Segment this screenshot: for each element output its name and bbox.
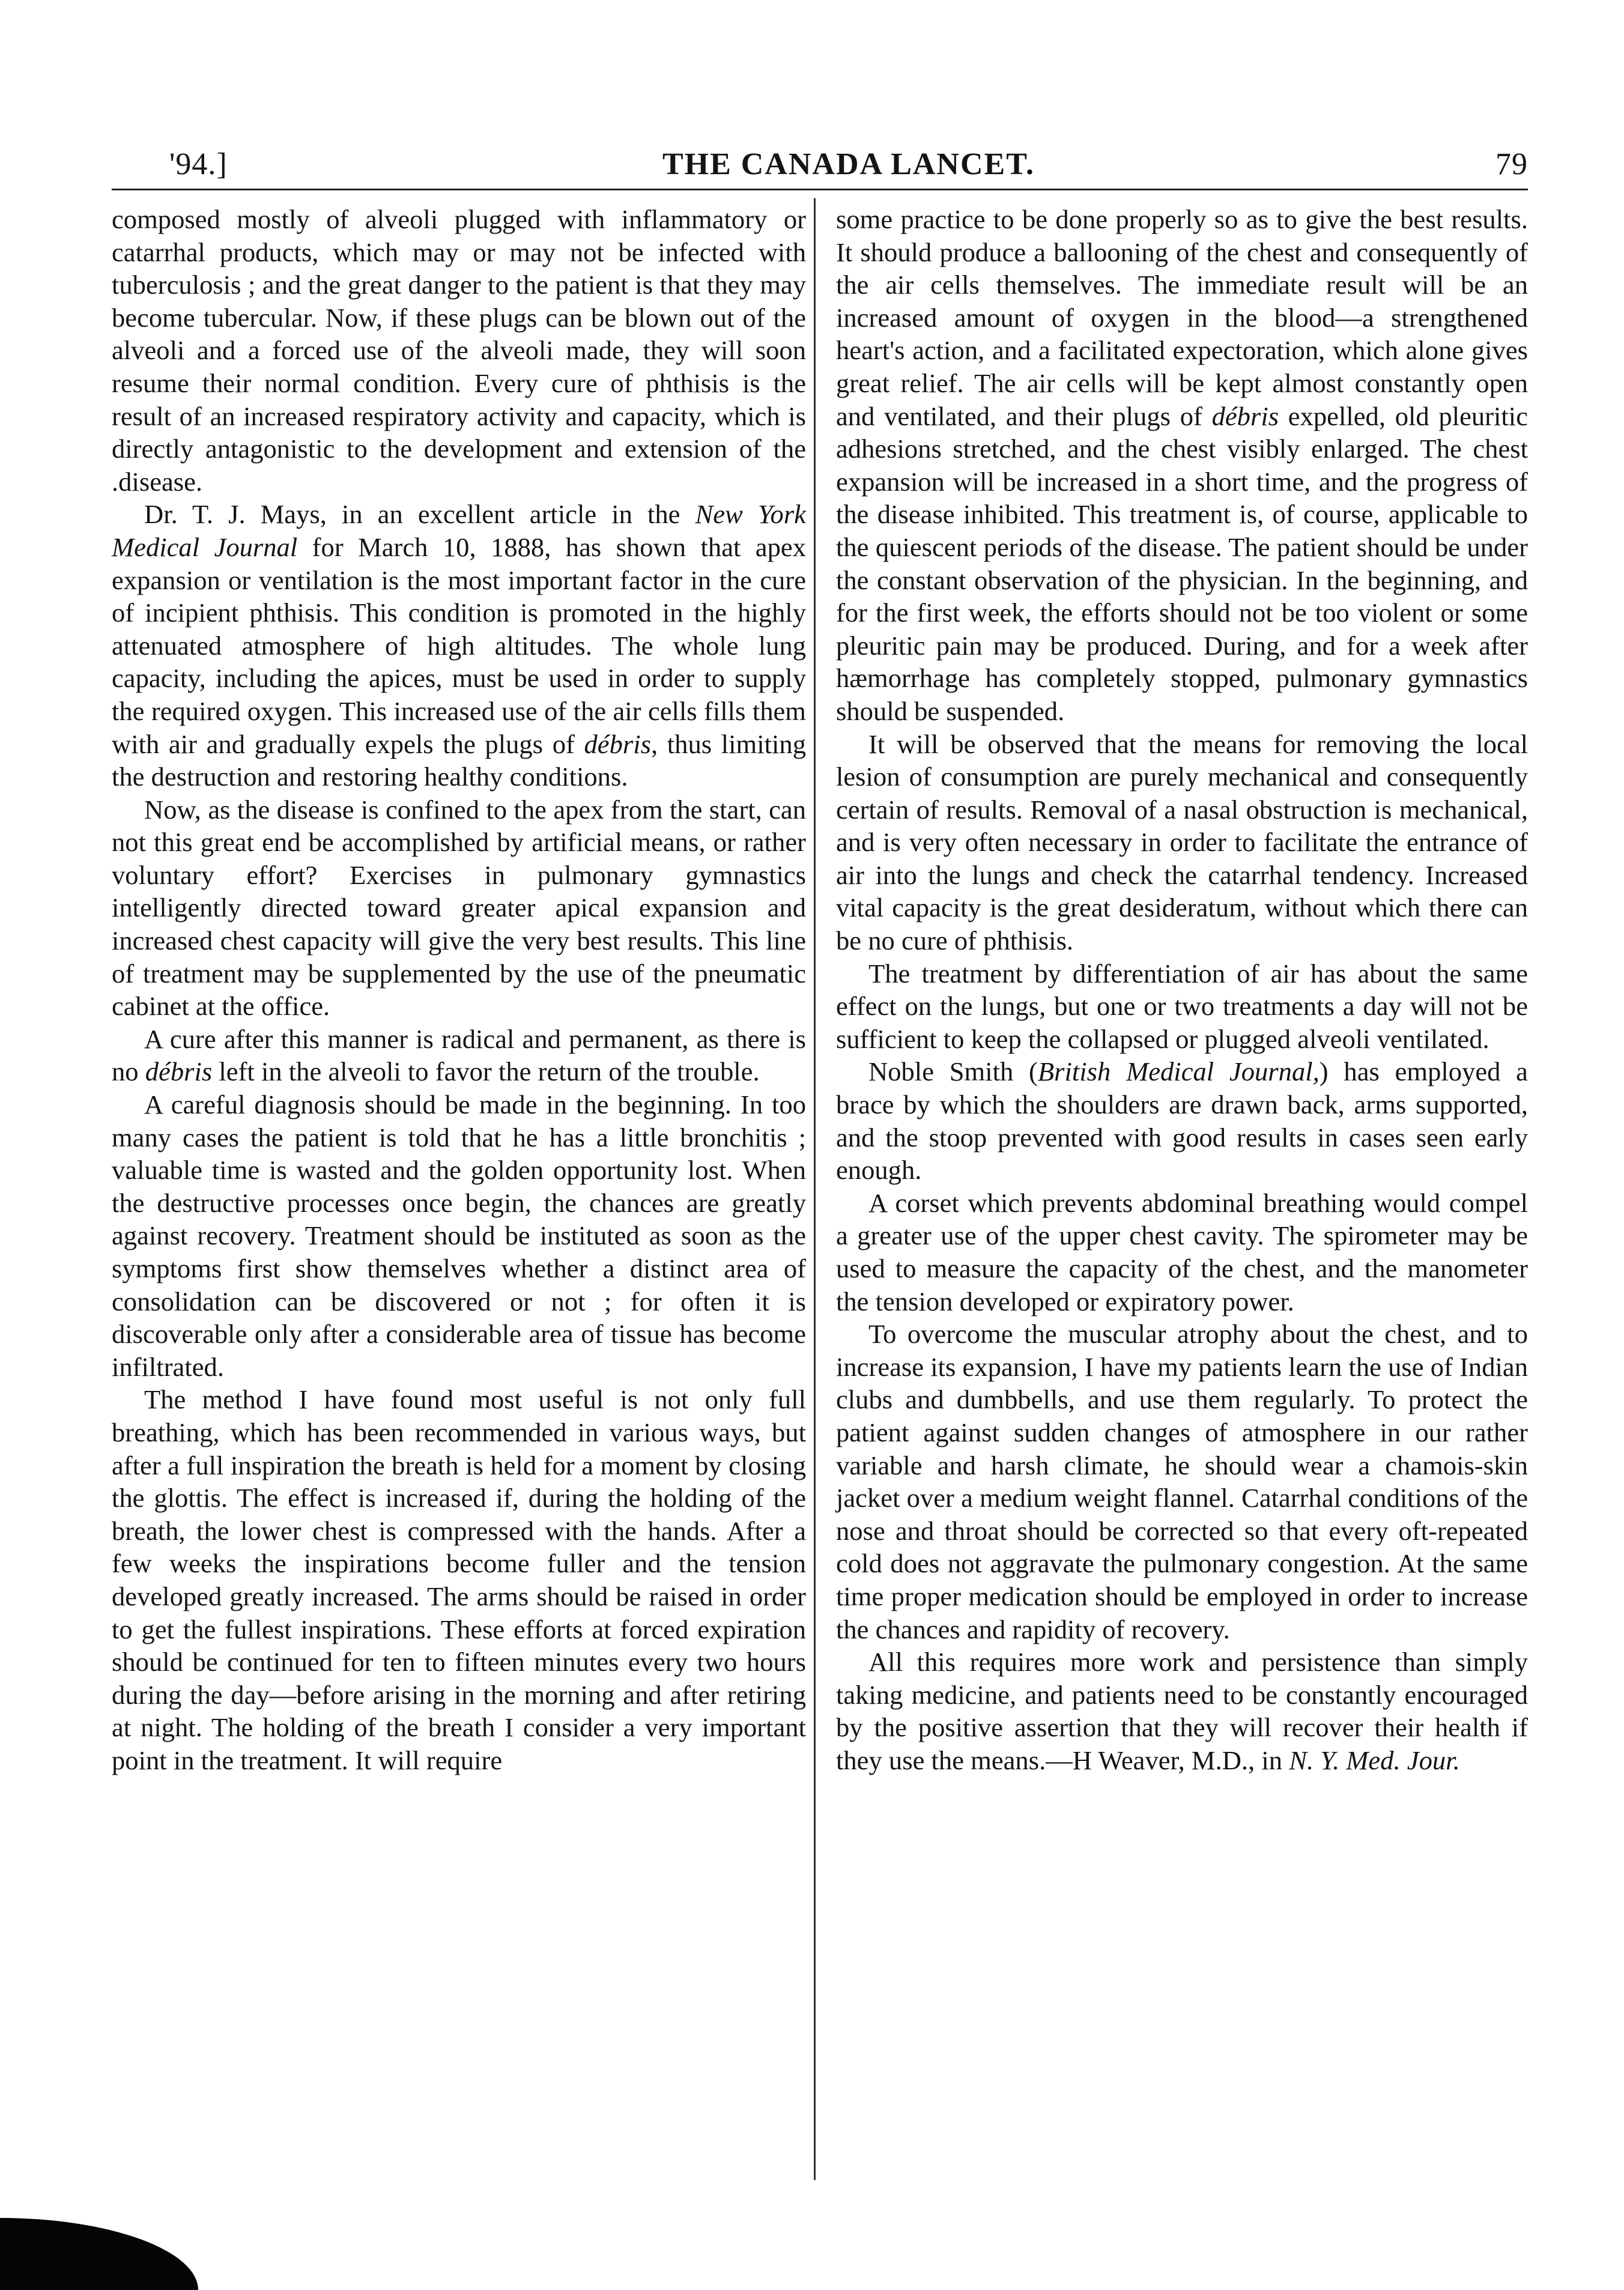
paragraph: It will be observed that the means for removing the local lesion of consumption are purely mechanical and consequently certain of results. Removal of a nasal obstruction is mechanical, and is very often necessary in order to facilitate the entrance of air into the lungs and check the catarrhal tendency. Increased vital capacity is the great desideratum, without which there can be no cure of phthisis. (836, 728, 1528, 956)
header-rule (112, 189, 1528, 190)
paragraph: All this requires more work and persistence than simply taking medicine, and patients need to be constantly encouraged by the positive assertion that they will recover their health if they use the means.—H Weaver, M.D., in N. Y. Med. Jour. (836, 1647, 1528, 1775)
paragraph: A cure after this manner is radical and permanent, as there is no débris left in the alveoli to favor the return of the trouble. (112, 1023, 806, 1087)
column-divider (814, 198, 816, 2180)
paragraph: Noble Smith (British Medical Journal,) has employed a brace by which the shoulders are drawn back, arms supported, and the stoop prevented with good results in cases seen early enough. (836, 1056, 1528, 1186)
running-header (169, 139, 1528, 186)
paragraph: Now, as the disease is confined to the apex from the start, can not this great end be accomplished by artificial means, or rather voluntary effort? Exercises in pulmonary gymnastics intelligently directed toward greater apical expansion and increased chest capacity will give the very best results. This line of treatment may be supplemented by the use of the pneumatic cabinet at the office. (112, 794, 806, 1022)
paragraph: The method I have found most useful is not only full breathing, which has been recommended in various ways, but after a full inspiration the breath is held for a moment by closing the glottis. The effect is increased if, during the holding of the breath, the lower chest is compressed with the hands. After a few weeks the inspirations become fuller and the tension developed greatly increased. The arms should be raised in order to get the fullest inspirations. These efforts at forced expiration should be continued for ten to fifteen minutes every two hours during the day—before arising in the morning and after retiring at night. The holding of the breath I consider a very important point in the treatment. It will require (112, 1384, 806, 1775)
scan-page-edge (0, 2218, 198, 2290)
right-column (836, 203, 1528, 1777)
left-column (112, 203, 806, 1777)
paragraph: A careful diagnosis should be made in the beginning. In too many cases the patient is told that he has a little bronchitis ; valuable time is wasted and the golden opportunity lost. When the destructive processes once begin, the chances are greatly against recovery. Treatment should be instituted as soon as the symptoms first show themselves whether a distinct area of consolidation can be discovered or not ; for often it is discoverable only after a considerable area of tissue has become infiltrated. (112, 1089, 806, 1382)
paragraph: A corset which prevents abdominal breathing would compel a greater use of the upper chest cavity. The spirometer may be used to measure the capacity of the chest, and the manometer the tension developed or expiratory power. (836, 1187, 1528, 1316)
paragraph: Dr. T. J. Mays, in an excellent article in the New York Medical Journal for March 10, 1888, has shown that apex expansion or ventilation is the most important factor in the cure of incipient phthisis. This condition is promoted in the highly attenuated atmosphere of high altitudes. The whole lung capacity, including the apices, must be used in order to supply the required oxygen. This increased use of the air cells fills them with air and gradually expels the plugs of débris, thus limiting the destruction and restoring healthy conditions. (112, 499, 806, 792)
paragraph: The treatment by differentiation of air has about the same effect on the lungs, but one or two treatments a day will not be sufficient to keep the collapsed or plugged alveoli ventilated. (836, 958, 1528, 1054)
journal-citation: British Medical Journal, (1037, 1056, 1320, 1087)
source-citation: N. Y. Med. Jour. (1289, 1745, 1460, 1775)
journal-title: THE CANADA LANCET. (662, 147, 1035, 181)
paragraph: To overcome the muscular atrophy about the chest, and to increase its expansion, I have my patients learn the use of Indian clubs and dumbbells, and use them regularly. To protect the patient against sudden changes of atmosphere in our rather variable and harsh climate, he should wear a chamois-skin jacket over a medium weight flannel. Catarrhal conditions of the nose and throat should be corrected so that every oft-repeated cold does not aggravate the pulmonary congestion. At the same time proper medication should be employed in order to increase the chances and rapidity of recovery. (836, 1319, 1528, 1644)
page-number: 79 (1495, 147, 1528, 181)
header-year: '94.] (169, 147, 228, 181)
paragraph: composed mostly of alveoli plugged with inflammatory or catarrhal products, which may or may not be infected with tuberculosis ; and the great danger to the patient is that they may become tubercular. Now, if these plugs can be blown out of the alveoli and a forced use of the alveoli made, they will soon resume their normal condition. Every cure of phthisis is the result of an increased respiratory activity and capacity, which is directly antagonistic to the development and extension of the .disease. (112, 204, 806, 497)
journal-citation: New York Medical Journal (112, 499, 806, 562)
paragraph: some practice to be done properly so as to give the best results. It should produce a ballooning of the chest and consequently of the air cells themselves. The immediate result will be an increased amount of oxygen in the blood—a strengthened heart's action, and a facilitated expectoration, which alone gives great relief. The air cells will be kept almost constantly open and ventilated, and their plugs of débris expelled, old pleuritic adhesions stretched, and the chest visibly enlarged. The chest expansion will be increased in a short time, and the progress of the disease inhibited. This treatment is, of course, applicable to the quiescent periods of the disease. The patient should be under the constant observation of the physician. In the beginning, and for the first week, the efforts should not be too violent or some pleuritic pain may be produced. During, and for a week after hæmorrhage has completely stopped, pulmonary gymnastics should be suspended. (836, 204, 1528, 726)
